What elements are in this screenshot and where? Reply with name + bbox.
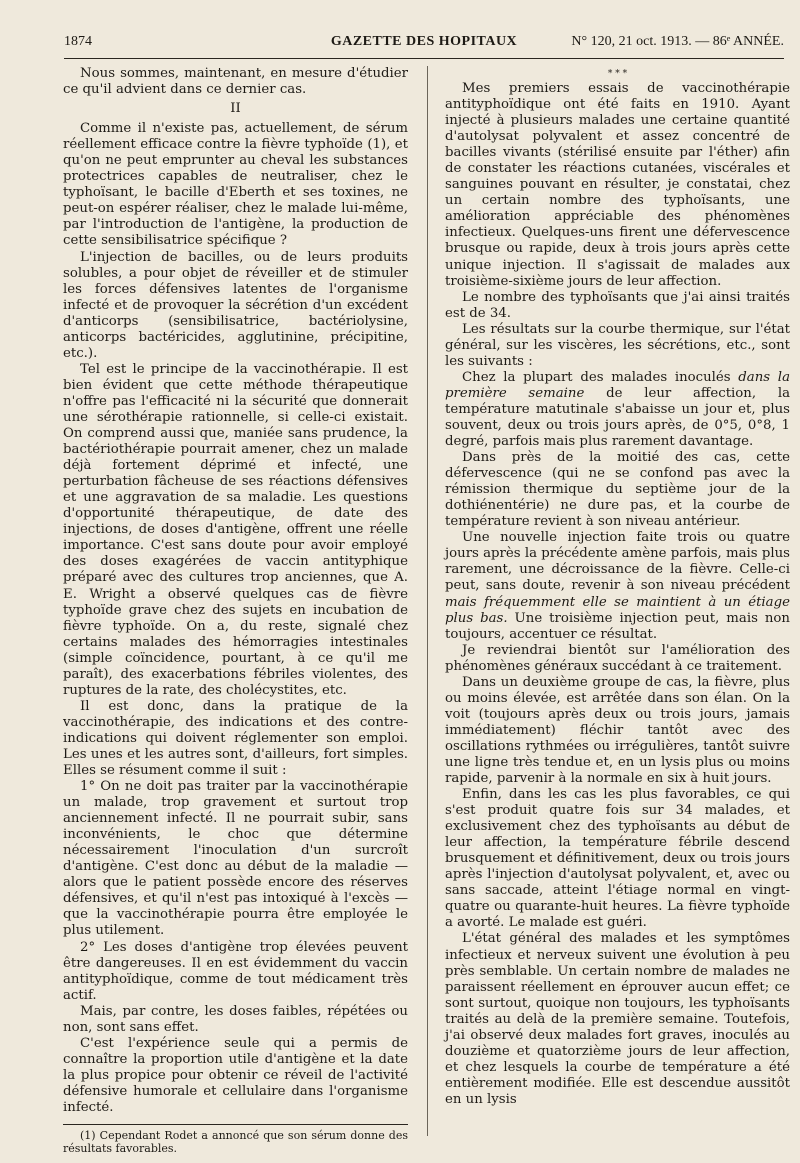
paragraph: Mais, par contre, les doses faibles, répétées ou non, sont sans effet. — [63, 1003, 408, 1035]
italic-phrase: dans la première semaine — [445, 369, 790, 401]
paragraph: Mes premiers essais de vaccinothérapie antityphoïdique ont été faits en 1910. Ayant injecté à plusieurs malades une certaine quantité d'autolysat polyvalent et assez concentré de bacilles vivants (stérilisé ensuite par l'éther) afin de constater les réactions cutanées, viscérales et sanguines pouvant en résulter, je constatai, chez un certain nombre des typhoïsants, une amélioration appréciable des phénomènes infectieux. Quelques-uns firent une défervescence brusque ou rapide, deux à trois jours après cette unique injection. Il s'agissait de malades aux troisième-sixième jours de leur affection. — [445, 81, 790, 289]
page-header — [64, 34, 784, 54]
paragraph: Comme il n'existe pas, actuellement, de sérum réellement efficace contre la fièvre typhoïde (1), et qu'on ne peut emprunter au cheval les substances protectrices capables de neutraliser, chez le typhoïsant, le bacille d'Eberth et ses toxines, ne peut-on espérer réaliser, chez le malade lui-même, par l'introduction de l'antigène, la production de cette sensibilisatrice spécifique ? — [63, 121, 408, 249]
text-run: de leur affection, la température matutinale s'abaisse un jour et, plus souvent, deux ou trois jours après, de 0°5, 0°8, 1 degré, parfois mais plus rarement davantage. — [445, 385, 791, 450]
column-divider — [427, 66, 428, 1136]
left-column — [63, 66, 408, 1155]
header-rule — [64, 58, 784, 59]
paragraph: Tel est le principe de la vaccinothérapie. Il est bien évident que cette méthode thérapeutique n'offre pas l'efficacité ni la sécurité que donnerait une sérothérapie rationnelle, si celle-ci existait. On comprend aussi que, maniée sans prudence, la bactériothérapie pourrait amener, chez un malade déjà fortement déprimé et infecté, une perturbation fâcheuse de ses réactions défensives et une aggravation de sa maladie. Les questions d'opportunité thérapeutique, de date des injections, de doses d'antigène, offrent une réelle importance. C'est sans doute pour avoir employé des doses exagérées de vaccin antityphique préparé avec des cultures trop anciennes, que A. E. Wright a observé quelques cas de fièvre typhoïde grave chez des sujets en incubation de fièvre typhoïde. On a, du reste, signalé chez certains malades des hémorragies intestinales (simple coïncidence, pourtant, à ce qu'il me paraît), des exacerbations fébriles violentes, des ruptures de la rate, des cholécystites, etc. — [63, 361, 408, 698]
issue-info: N° 120, 21 oct. 1913. — 86ᵉ ANNÉE. — [571, 34, 784, 49]
paragraph: Le nombre des typhoïsants que j'ai ainsi traités est de 34. — [445, 289, 790, 321]
paragraph — [445, 370, 790, 450]
paragraph: 1° On ne doit pas traiter par la vaccinothérapie un malade, trop gravement et surtout trop anciennement infecté. Il ne pourrait subir, sans inconvénients, le choc que détermine nécessairement l'inoculation d'un surcroît d'antigène. C'est donc au début de la maladie — alors que le patient possède encore des réserves défensives, et qu'il n'est pas intoxiqué à l'excès — que la vaccinothérapie pourra être employée le plus utilement. — [63, 779, 408, 939]
page-number: 1874 — [64, 34, 92, 49]
paragraph: 2° Les doses d'antigène trop élevées peuvent être dangereuses. Il en est évidemment du vaccin antityphoïdique, comme de tout médicament très actif. — [63, 939, 408, 1003]
footnote-rule — [63, 1124, 408, 1125]
text-run: Chez la plupart des malades inoculés — [462, 369, 739, 385]
journal-title: GAZETTE DES HOPITAUX — [330, 34, 518, 49]
text-run: Une nouvelle injection faite trois ou quatre jours après la précédente amène parfois, mais plus rarement, une décroissance de la fièvre. Celle-ci peut, sans doute, revenir à son niveau précédent — [445, 530, 790, 594]
paragraph: L'injection de bacilles, ou de leurs produits solubles, a pour objet de réveiller et de stimuler les forces défensives latentes de l'organisme infecté et de provoquer la sécrétion d'un excédent d'anticorps (sensibilisatrice, bactériolysine, anticorps bactéricides, agglutinine, précipitine, etc.). — [63, 249, 408, 361]
section-separator: * * * — [607, 69, 628, 79]
section-number: II — [230, 101, 241, 117]
paragraph: L'état général des malades et les symptômes infectieux et nerveux suivent une évolution à peu près semblable. Un certain nombre de malades ne paraissent réellement en éprouver aucun effet; ce sont surtout, quoique non toujours, les typhoïsants traités au delà de la première semaine. Toutefois, j'ai observé deux malades fort graves, inoculés au douzième et quatorzième jours de leur affection, et chez lesquels la courbe de température a été entièrement modifiée. Elle est descendue aussitôt en un lysis — [445, 931, 790, 1107]
paragraph: Il est donc, dans la pratique de la vaccinothérapie, des indications et des contre-indications qui doivent réglementer son emploi. Les unes et les autres sont, d'ailleurs, fort simples. Elles se résument comme il suit : — [63, 698, 408, 779]
text-run: Une troisième injection peut, mais non toujours, accentuer ce résultat. — [445, 610, 790, 642]
paragraph: Enfin, dans les cas les plus favorables, ce qui s'est produit quatre fois sur 34 malades, et exclusivement chez des typhoïsants au début de leur affection, la température fébrile descend brusquement et définitivement, deux ou trois jours après l'injection d'autolysat polyvalent, et, avec ou sans saccade, atteint l'étiage normal en vingt-quatre ou quarante-huit heures. La fièvre typhoïde a avorté. Le malade est guéri. — [445, 787, 790, 931]
footnote: (1) Cependant Rodet a annoncé que son sérum donne des résultats favorables. — [63, 1129, 408, 1156]
italic-phrase: mais fréquemment elle se maintient à un étiage plus bas. — [445, 594, 790, 626]
paragraph — [445, 530, 790, 642]
paragraph: C'est l'expérience seule qui a permis de connaître la proportion utile d'antigène et la date la plus propice pour obtenir ce réveil de l'activité défensive humorale et cellulaire dans l'organisme infecté. — [63, 1035, 408, 1115]
paragraph: Dans un deuxième groupe de cas, la fièvre, plus ou moins élevée, est arrêtée dans son élan. On la voit (toujours après deux ou trois jours, jamais immédiatement) fléchir tantôt avec des oscillations rythmées ou irrégulières, tantôt suivre une ligne très tendue et, en un lysis plus ou moins rapide, parvenir à la normale en six à huit jours. — [445, 674, 790, 787]
right-column — [445, 66, 790, 1108]
paragraph: Nous sommes, maintenant, en mesure d'étudier ce qu'il advient dans ce dernier cas. — [63, 66, 408, 98]
paragraph: Les résultats sur la courbe thermique, sur l'état général, sur les viscères, les sécrétions, etc., sont les suivants : — [445, 321, 790, 369]
paragraph: Je reviendrai bientôt sur l'amélioration des phénomènes généraux succédant à ce traitement. — [445, 642, 790, 674]
paragraph: Dans près de la moitié des cas, cette défervescence (qui ne se confond pas avec la rémission thermique du septième jour de la dothiénentérie) ne dure pas, et la courbe de température revient à son niveau antérieur. — [445, 450, 790, 530]
